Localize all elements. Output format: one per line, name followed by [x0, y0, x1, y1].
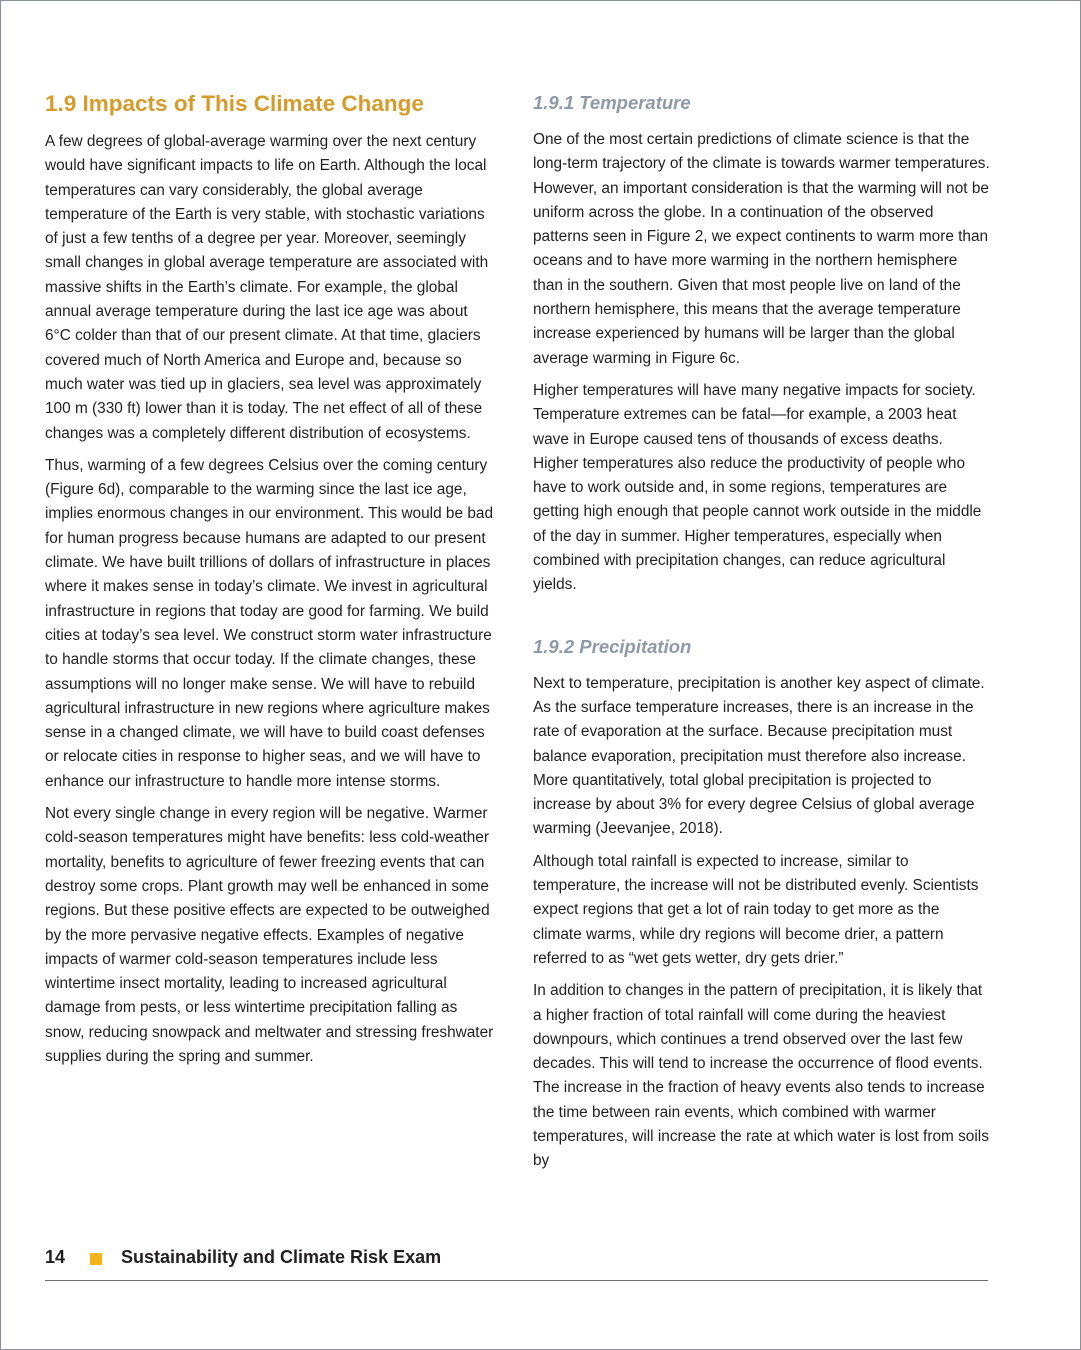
body-paragraph: One of the most certain predictions of climate science is that the long-term trajectory of the climate is towards warmer temperatures. However, an important consideration is that the warming will not be uniform across the globe. In a continuation of the observed patterns seen in Figure 2, we expect continents to warm more than oceans and to have more warming in the northern hemisphere than in the southern. Given that most people live on land of the northern hemisphere, this means that the average temperature increase experienced by humans will be larger than the global average warming in Figure 6c.	[533, 131, 990, 367]
body-paragraph: Next to temperature, precipitation is another key aspect of climate. As the surface temperature increases, there is an increase in the rate of evaporation at the surface. Because precipitation must balance evaporation, precipitation must therefore also increase. More quantitatively, total global precipitation is projected to increase by about 3% for every degree Celsius of global average warming (Jeevanjee, 2018).	[533, 674, 985, 838]
section-title: 1.9 Impacts of This Climate Change	[45, 91, 424, 116]
subsection-title-precipitation: 1.9.2 Precipitation	[533, 635, 692, 657]
page-number: 14	[45, 1247, 66, 1267]
right-column	[533, 90, 991, 1182]
page-footer	[45, 1244, 988, 1281]
section-spacer	[533, 606, 991, 634]
footer-square-icon	[90, 1253, 102, 1265]
left-column	[45, 90, 497, 1077]
body-paragraph: A few degrees of global-average warming over the next century would have significant impacts to life on Earth. Although the local temperatures can vary considerably, the global average temperature of the Earth is very stable, with stochastic variations of just a few tenths of a degree per year. Moreover, seemingly small changes in global average temperature are associated with massive shifts in the Earth’s climate. For example, the global annual average temperature during the last ice age was about 6°C colder than that of our present climate. At that time, glaciers covered much of North America and Europe and, because so much water was tied up in glaciers, sea level was approximately 100 m (330 ft) lower than it is today. The net effect of all of these changes was a completely different distribution of ecosystems.	[45, 133, 489, 442]
body-paragraph: Thus, warming of a few degrees Celsius over the coming century (Figure 6d), comparable to the warming since the last ice age, implies enormous changes in our environment. This would be bad for human progress because humans are adapted to our present climate. We have built trillions of dollars of infrastructure in places where it makes sense in today’s climate. We invest in agricultural infrastructure in regions that today are good for farming. We build cities at today’s sea level. We construct storm water infrastructure to handle storms that occur today. If the climate changes, these assumptions will no longer make sense. We will have to rebuild agricultural infrastructure in new regions where agriculture makes sense in a changed climate, we will have to build coast defenses or relocate cities in response to higher seas, and we will have to enhance our infrastructure to handle more intense storms.	[45, 456, 494, 790]
body-paragraph: Although total rainfall is expected to increase, similar to temperature, the increase will not be distributed evenly. Scientists expect regions that get a lot of rain today to get more as the climate warms, while dry regions will become drier, a pattern referred to as “wet gets wetter, dry gets drier.”	[533, 852, 979, 967]
body-paragraph: In addition to changes in the pattern of precipitation, it is likely that a higher fraction of total rainfall will come during the heaviest downpours, which continues a trend observed over the last few decades. This will tend to increase the occurrence of flood events. The increase in the fraction of heavy events also tends to increase the time between rain events, which combined with warmer temperatures, will increase the rate at which water is lost from soils by	[533, 982, 989, 1170]
body-paragraph: Higher temperatures will have many negative impacts for society. Temperature extremes can be fatal—for example, a 2003 heat wave in Europe caused tens of thousands of excess deaths. Higher temperatures also reduce the productivity of people who have to work outside and, in some regions, temperatures are getting high enough that people cannot work outside in the middle of the day in summer. Higher temperatures, especially when combined with precipitation changes, can reduce agricultural yields.	[533, 381, 982, 594]
subsection-title-temperature: 1.9.1 Temperature	[533, 92, 691, 113]
body-paragraph: Not every single change in every region will be negative. Warmer cold-season temperatures might have benefits: less cold-weather mortality, benefits to agriculture of fewer freezing events that can destroy some crops. Plant growth may well be enhanced in some regions. But these positive effects are expected to be outweighed by the more pervasive negative effects. Examples of negative impacts of warmer cold-season temperatures include less wintertime insect mortality, leading to increased agricultural damage from pests, or less wintertime precipitation falling as snow, reducing snowpack and meltwater and stressing freshwater supplies during the spring and summer.	[45, 805, 494, 1065]
book-title: Sustainability and Climate Risk Exam	[121, 1247, 442, 1267]
